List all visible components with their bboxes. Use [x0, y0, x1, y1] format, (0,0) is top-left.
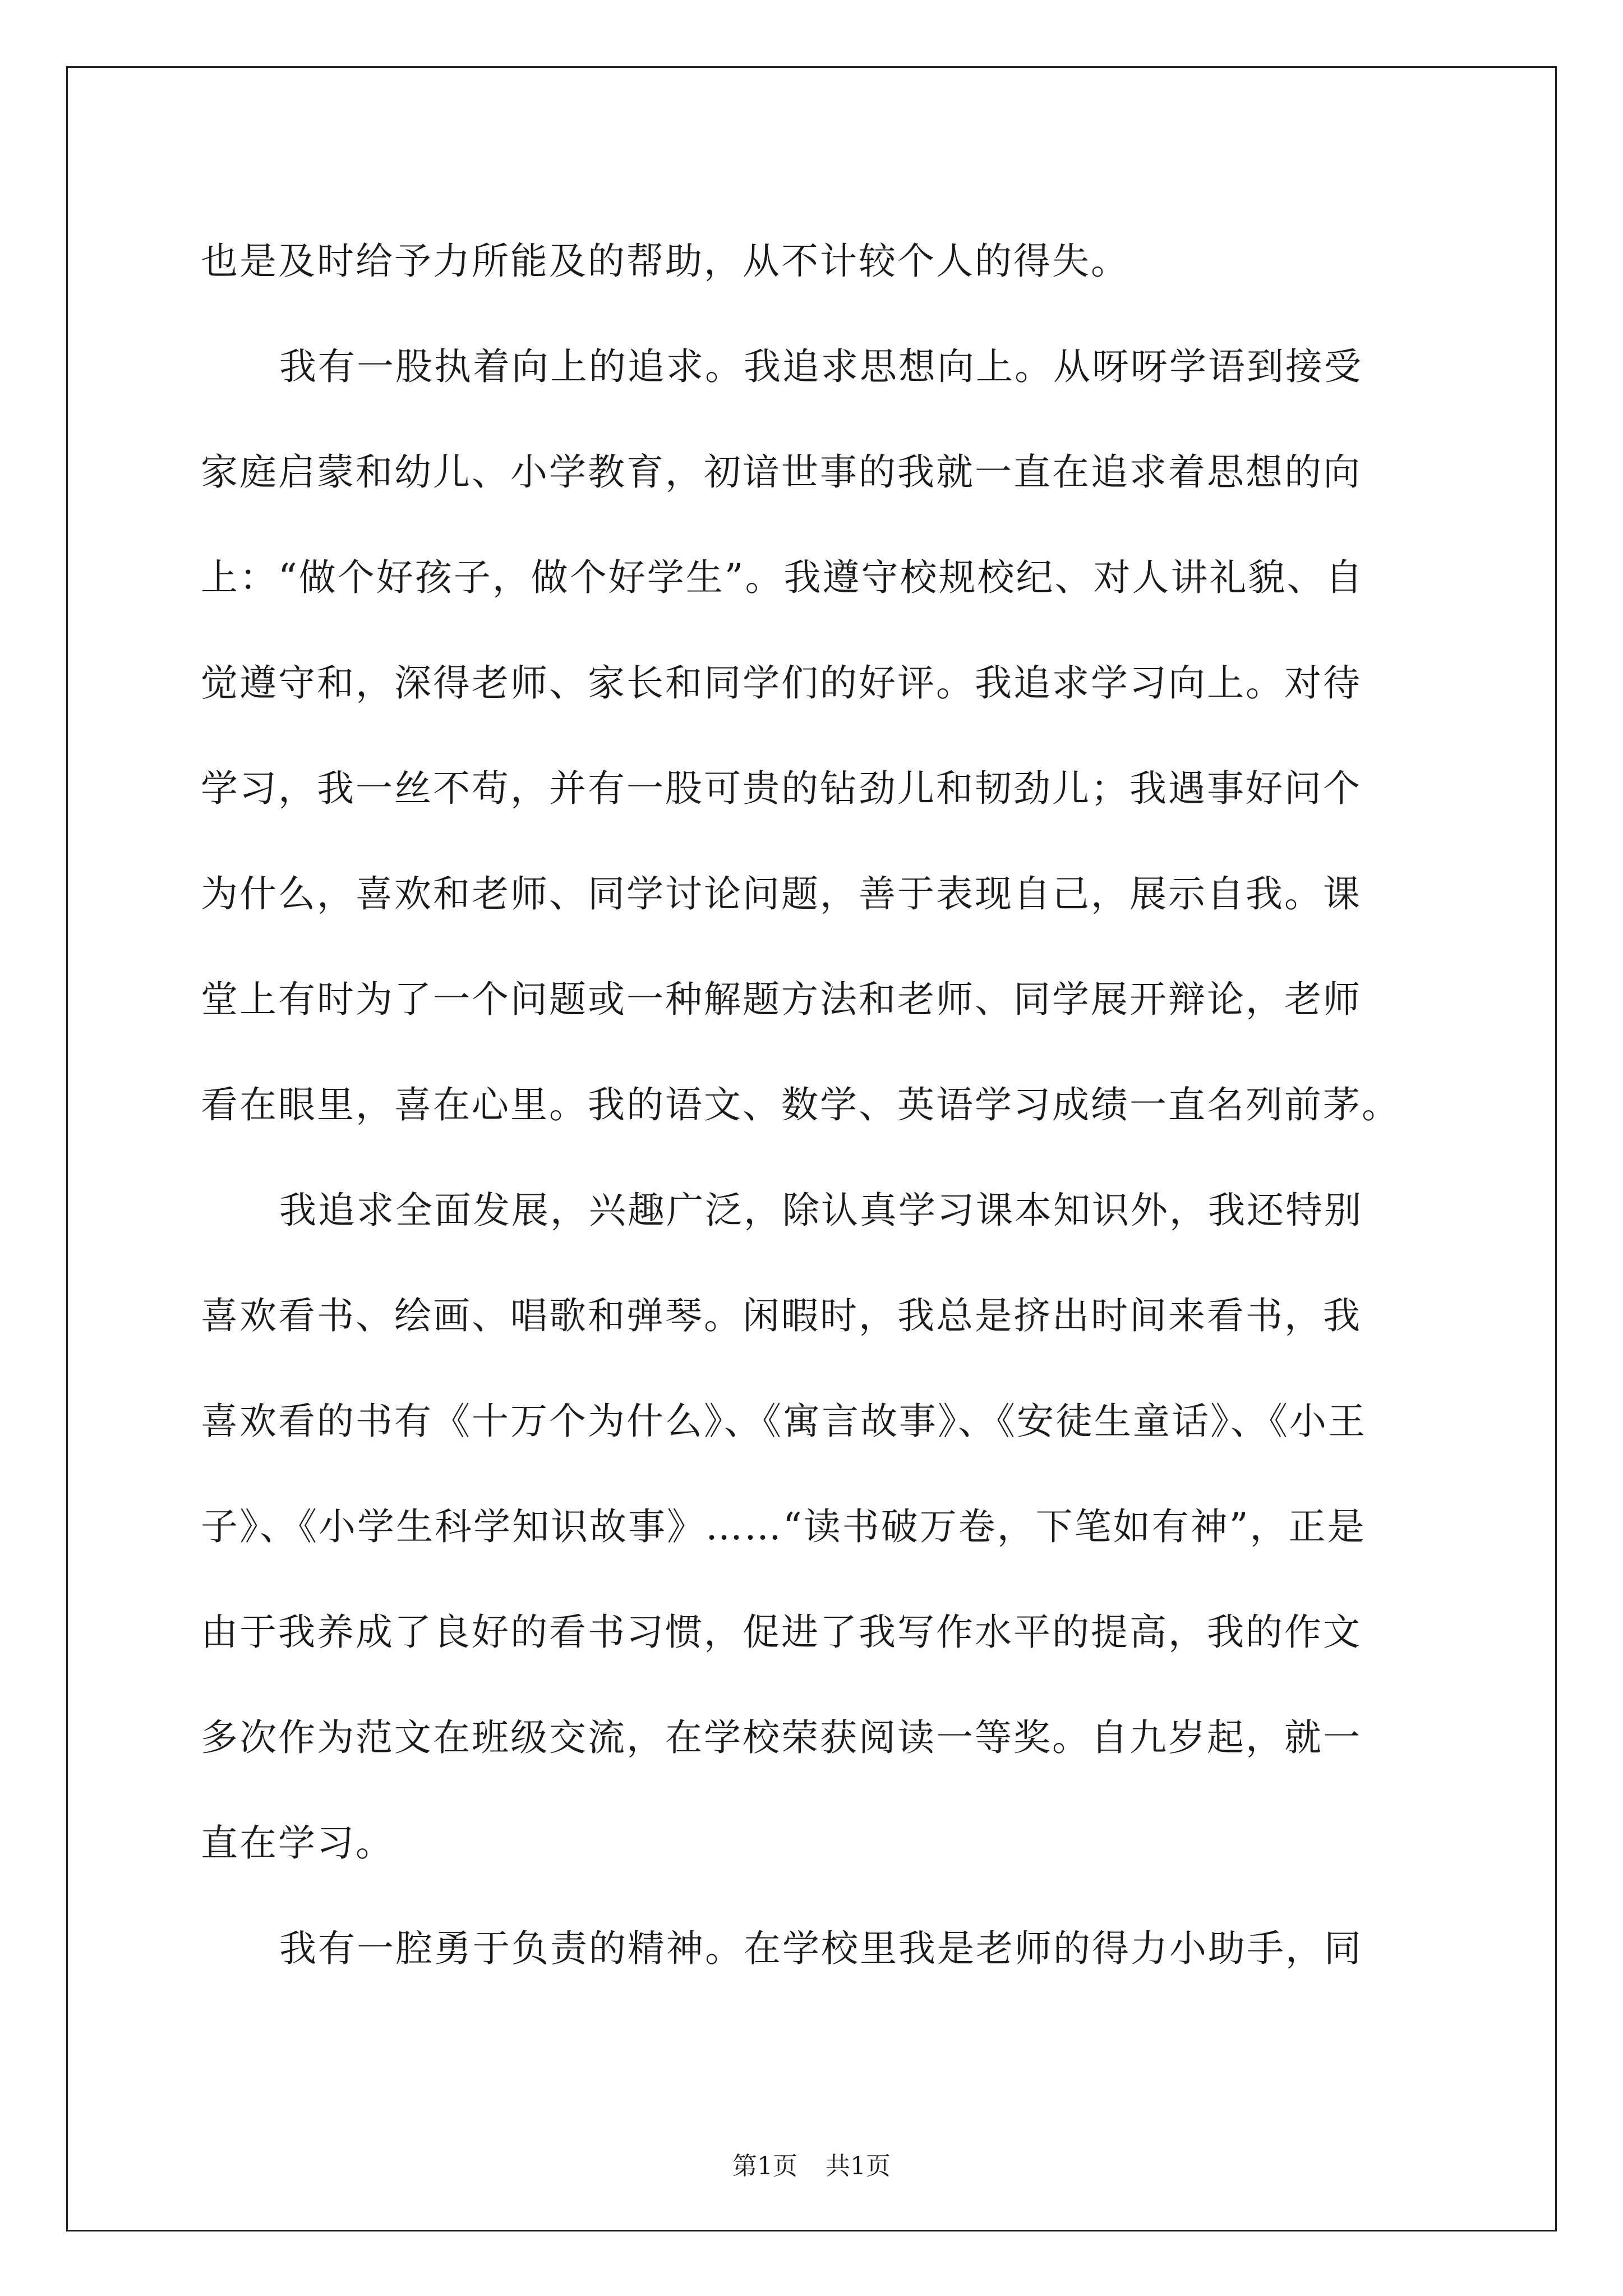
text-line: 学习，我一丝不苟，并有一股可贵的钻劲儿和韧劲儿；我遇事好问个: [201, 767, 1362, 810]
text-line: 也是及时给予力所能及的帮助，从不计较个人的得失。: [201, 240, 1129, 283]
text-line: 子》、《小学生科学知识故事》……“读书破万卷，下笔如有神”，正是: [201, 1505, 1366, 1548]
text-line: 堂上有时为了一个问题或一种解题方法和老师、同学展开辩论，老师: [201, 978, 1362, 1021]
text-line: 喜欢看书、绘画、唱歌和弹琴。闲暇时，我总是挤出时间来看书，我: [201, 1294, 1362, 1337]
text-line: 上：“做个好孩子，做个好学生”。我遵守校规校纪、对人讲礼貌、自: [201, 556, 1364, 599]
text-line: 家庭启蒙和幼儿、小学教育，初谙世事的我就一直在追求着思想的向: [201, 450, 1362, 494]
text-line: 直在学习。: [201, 1821, 394, 1865]
text-line: 觉遵守和，深得老师、家长和同学们的好评。我追求学习向上。对待: [201, 661, 1362, 705]
text-line: 由于我养成了良好的看书习惯，促进了我写作水平的提高，我的作文: [201, 1611, 1362, 1654]
text-line: 多次作为范文在班级交流，在学校荣获阅读一等奖。自九岁起，就一: [201, 1716, 1362, 1759]
text-line: 我有一股执着向上的追求。我追求思想向上。从呀呀学语到接受: [279, 345, 1363, 388]
document-body: [201, 209, 1429, 2001]
text-line: 喜欢看的书有《十万个为什么》、《寓言故事》、《安徒生童话》、《小王: [201, 1400, 1367, 1443]
text-line: 为什么，喜欢和老师、同学讨论问题，善于表现自己，展示自我。课: [201, 872, 1362, 915]
text-line: 我有一腔勇于负责的精神。在学校里我是老师的得力小助手，同: [279, 1927, 1363, 1970]
text-line: 看在眼里，喜在心里。我的语文、数学、英语学习成绩一直名列前茅。: [201, 1083, 1400, 1126]
page-footer: [0, 2150, 1623, 2183]
page-number: 第1页: [732, 2152, 797, 2180]
text-line: 我追求全面发展，兴趣广泛，除认真学习课本知识外，我还特别: [279, 1189, 1363, 1232]
page-total: 共1页: [826, 2152, 891, 2180]
